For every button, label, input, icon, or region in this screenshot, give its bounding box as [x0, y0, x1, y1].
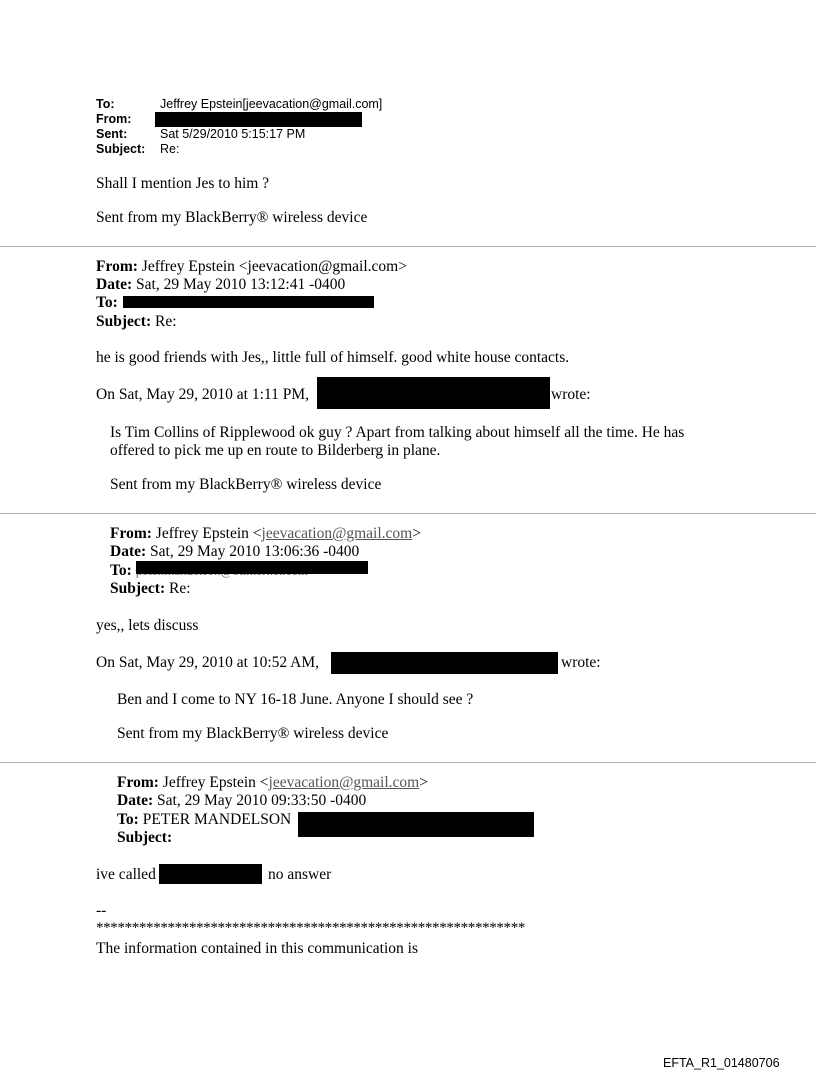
redaction-msg3-to [136, 561, 368, 574]
msg3-date-label: Date: [110, 543, 147, 560]
bates-number: EFTA_R1_01480706 [663, 1056, 780, 1070]
msg3-subject-value: Re: [168, 580, 191, 597]
to-value: Jeffrey Epstein[jeevacation@gmail.com] [160, 97, 383, 111]
divider-3 [0, 762, 816, 763]
msg2-from-label: From: [96, 258, 138, 275]
msg1-body: Shall I mention Jes to him ? [96, 175, 270, 192]
msg2-subject-label: Subject: [96, 313, 152, 330]
msg4-body-suffix: no answer [268, 866, 332, 883]
msg2-wrote-suffix: wrote: [551, 386, 591, 403]
redaction-msg2-sender [317, 377, 550, 409]
msg4-to-label: To: [117, 811, 139, 828]
redaction-from [155, 112, 362, 127]
redaction-msg4-called [159, 864, 262, 884]
msg4-to-value: PETER MANDELSON [142, 811, 292, 828]
msg4-sig-dashes: -- [96, 902, 107, 919]
msg4-to [117, 810, 291, 829]
msg3-from-label: From: [110, 525, 152, 542]
msg4-from-name: Jeffrey Epstein < [162, 774, 269, 791]
msg2-to-label: To: [96, 294, 118, 311]
subject-label: Subject: [96, 142, 146, 156]
msg4-from-label: From: [117, 774, 159, 791]
msg3-to-label: To: [110, 562, 132, 579]
msg2-date [96, 275, 345, 294]
msg3-date-value: Sat, 29 May 2010 13:06:36 -0400 [150, 543, 360, 560]
to-label: To: [96, 97, 115, 111]
msg2-signature: Sent from my BlackBerry® wireless device [110, 476, 382, 493]
msg3-signature: Sent from my BlackBerry® wireless device [117, 725, 389, 742]
msg2-body: he is good friends with Jes,, little full of himself. good white house contacts. [96, 349, 570, 366]
subject-value: Re: [160, 142, 180, 156]
redaction-msg2-to [123, 296, 374, 308]
msg1-signature: Sent from my BlackBerry® wireless device [96, 209, 368, 226]
sent-label: Sent: [96, 127, 128, 141]
msg3-wrote-prefix: On Sat, May 29, 2010 at 10:52 AM, [96, 654, 320, 671]
msg3-body: yes,, lets discuss [96, 617, 199, 634]
msg2-wrote-prefix: On Sat, May 29, 2010 at 1:11 PM, [96, 386, 309, 403]
msg4-from-close: > [419, 774, 428, 791]
msg4-stars: ************************************************************ [96, 920, 526, 936]
msg2-from-value: Jeffrey Epstein <jeevacation@gmail.com> [141, 258, 407, 275]
msg2-quoted-line2: offered to pick me up en route to Bilderberg in plane. [110, 442, 441, 459]
msg3-wrote-suffix: wrote: [561, 654, 601, 671]
divider-1 [0, 246, 816, 247]
sent-value: Sat 5/29/2010 5:15:17 PM [160, 127, 306, 141]
msg4-body-prefix: ive called [96, 866, 156, 883]
msg4-date [117, 791, 366, 810]
msg4-from [117, 773, 428, 792]
msg2-date-value: Sat, 29 May 2010 13:12:41 -0400 [136, 276, 346, 293]
redaction-msg4-to [298, 812, 534, 837]
msg3-from-email-link[interactable]: jeevacation@gmail.com [261, 525, 413, 542]
divider-2 [0, 513, 816, 514]
msg3-subject [110, 579, 191, 598]
msg2-quoted-line1: Is Tim Collins of Ripplewood ok guy ? Apart from talking about himself all the time. He has [110, 424, 685, 441]
msg2-subject [96, 312, 177, 331]
msg2-subject-value: Re: [154, 313, 177, 330]
msg3-subject-label: Subject: [110, 580, 166, 597]
msg4-subject-label: Subject: [117, 829, 173, 846]
msg3-quoted-line1: Ben and I come to NY 16-18 June. Anyone I should see ? [117, 691, 474, 708]
msg4-date-label: Date: [117, 792, 154, 809]
redaction-msg3-sender [331, 652, 558, 674]
msg2-to [96, 293, 118, 312]
msg2-date-label: Date: [96, 276, 133, 293]
msg3-from-name: Jeffrey Epstein < [155, 525, 262, 542]
msg3-from-close: > [412, 525, 421, 542]
msg2-from [96, 257, 407, 276]
msg3-from [110, 524, 421, 543]
msg4-subject [117, 828, 172, 847]
msg4-date-value: Sat, 29 May 2010 09:33:50 -0400 [157, 792, 367, 809]
email-header [96, 97, 516, 159]
from-label: From: [96, 112, 132, 126]
msg4-footer: The information contained in this communication is [96, 940, 418, 957]
msg3-date [110, 542, 359, 561]
msg4-from-email-link[interactable]: jeevacation@gmail.com [268, 774, 420, 791]
